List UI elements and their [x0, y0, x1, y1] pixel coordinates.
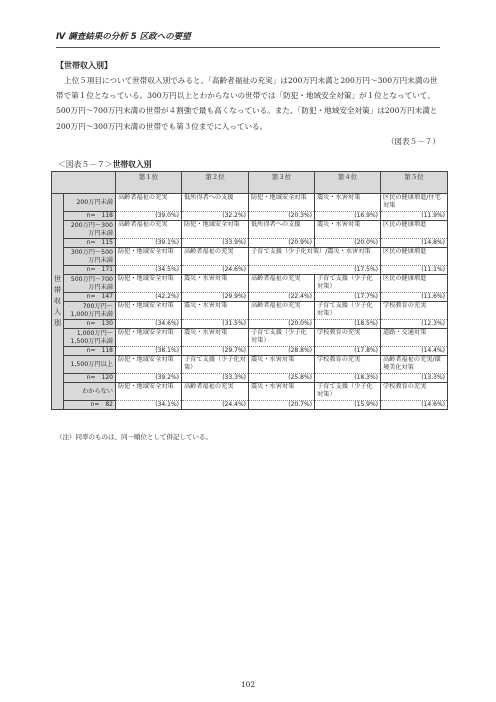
rank-header: 第４位	[315, 172, 381, 194]
item-name: 学校教育の充実	[315, 329, 381, 347]
item-percent: (14.4%)	[381, 347, 448, 356]
item-percent: (12.3%)	[381, 320, 448, 329]
item-percent: (38.1%)	[116, 347, 182, 356]
table-row	[52, 275, 448, 293]
table-row-pct	[52, 374, 448, 383]
row-label: 300万円～500万円未満	[64, 248, 116, 266]
rank-header: 第２位	[182, 172, 249, 194]
item-name: 高齢者福祉の充実/環境美化対策	[381, 356, 448, 374]
item-name: 防犯・地域安全対策	[116, 356, 182, 374]
item-percent: (20.3%)	[249, 212, 315, 221]
item-percent: (14.6%)	[381, 401, 448, 410]
item-percent: (39.2%)	[116, 374, 182, 383]
item-percent: (17.8%)	[315, 347, 381, 356]
table-row-pct	[52, 212, 448, 221]
table-row	[52, 329, 448, 347]
item-percent: (24.6%)	[182, 266, 249, 275]
row-label: 700万円～1,000万円未満	[64, 302, 116, 320]
row-n: n= 82	[64, 401, 116, 410]
item-percent: (33.9%)	[182, 239, 249, 248]
item-percent: (32.2%)	[182, 212, 249, 221]
table-row-pct	[52, 401, 448, 410]
item-name: 道路・交通対策	[381, 329, 448, 347]
item-name: 子育て支援（少子化対策）/震災・水害対策	[249, 248, 381, 266]
section-title: 【世帯収入別】	[56, 61, 112, 70]
sidebar-text: 世 帯 収 入 別	[54, 275, 61, 327]
sidebar-label	[52, 194, 64, 410]
item-name: 防犯・地域安全対策	[116, 383, 182, 401]
item-name: 高齢者福祉の充実	[116, 221, 182, 239]
row-n: n= 171	[64, 266, 116, 275]
item-percent: (13.3%)	[381, 374, 448, 383]
item-name: 学校教育の充実	[315, 356, 381, 374]
item-name: 高齢者福祉の充実	[249, 302, 315, 320]
table-row-pct	[52, 320, 448, 329]
item-name: 高齢者福祉の充実	[249, 275, 315, 293]
rank-header: 第１位	[116, 172, 182, 194]
item-percent: (29.7%)	[182, 347, 249, 356]
rank-header: 第３位	[249, 172, 315, 194]
item-percent: (22.4%)	[249, 293, 315, 302]
row-label: 1,500万円以上	[64, 356, 116, 374]
item-percent: (25.8%)	[249, 374, 315, 383]
item-percent: (18.5%)	[315, 320, 381, 329]
table-row-pct	[52, 239, 448, 248]
table-row	[52, 248, 448, 266]
row-label: 500万円～700万円未満	[64, 275, 116, 293]
item-name: 震災・水害対策	[315, 194, 381, 212]
table-row	[52, 194, 448, 212]
figure-reference: （図表５－７）	[386, 137, 440, 146]
item-percent: (16.9%)	[315, 212, 381, 221]
body-paragraph: 上位５項目について世帯収入別でみると、「高齢者福祉の充実」は200万円未満と200万円～300万円未満の世帯で第１位となっている。300万円以上とわからないの世帯では「防犯・地域安全対策」が１位となっていて、500万円～700万円未満の世帯が４割強で最も高くなっている。また、「防犯・地域安全対策」は200万円未満と200万円～300万円未満の世帯でも第３位までに入っている。	[56, 76, 438, 131]
item-percent: (28.8%)	[249, 347, 315, 356]
item-name: 区民の健康増進/住宅対策	[381, 194, 448, 212]
row-n: n= 115	[64, 239, 116, 248]
item-percent: (42.2%)	[116, 293, 182, 302]
item-percent: (20.0%)	[249, 320, 315, 329]
item-percent: (18.3%)	[315, 374, 381, 383]
item-percent: (11.6%)	[381, 293, 448, 302]
item-percent: (33.3%)	[182, 374, 249, 383]
item-percent: (11.1%)	[381, 266, 448, 275]
item-name: 区民の健康増進	[381, 275, 448, 293]
item-percent: (39.0%)	[116, 212, 182, 221]
row-n: n= 120	[64, 374, 116, 383]
table-row	[52, 302, 448, 320]
item-name: 震災・水害対策	[182, 275, 249, 293]
item-name: 子育て支援（少子化対策）	[315, 302, 381, 320]
item-name: 震災・水害対策	[182, 302, 249, 320]
item-percent: (17.5%)	[249, 266, 381, 275]
item-percent: (17.7%)	[315, 293, 381, 302]
table-corner	[52, 172, 116, 194]
item-name: 学校教育の充実	[381, 383, 448, 401]
item-name: 防犯・地域安全対策	[116, 329, 182, 347]
item-name: 低所得者への支援	[249, 221, 315, 239]
income-ranking-table	[51, 171, 448, 410]
item-percent: (39.1%)	[116, 239, 182, 248]
row-n: n= 130	[64, 320, 116, 329]
item-percent: (24.4%)	[182, 401, 249, 410]
row-label: 1,000万円～1,500万円未満	[64, 329, 116, 347]
item-name: 子育て支援（少子化対策）	[315, 275, 381, 293]
rank-header: 第５位	[381, 172, 448, 194]
item-name: 震災・水害対策	[315, 221, 381, 239]
item-percent: (34.6%)	[116, 320, 182, 329]
item-percent: (20.0%)	[315, 239, 381, 248]
item-name: 防犯・地域安全対策	[116, 275, 182, 293]
item-percent: (34.5%)	[116, 266, 182, 275]
item-name: 区民の健康増進	[381, 221, 448, 239]
row-n: n= 118	[64, 347, 116, 356]
table-header-row	[52, 172, 448, 194]
item-name: 区民の健康増進	[381, 248, 448, 266]
figure-title	[58, 159, 152, 170]
row-label: 200万円～300万円未満	[64, 221, 116, 239]
item-name: 震災・水害対策	[249, 383, 315, 401]
item-name: 子育て支援（少子化対策）	[315, 383, 381, 401]
item-name: 防犯・地域安全対策	[116, 248, 182, 266]
item-name: 高齢者福祉の充実	[182, 383, 249, 401]
row-label: 200万円未満	[64, 194, 116, 212]
item-name: 低所得者への支援	[182, 194, 249, 212]
header-title: Ⅳ 調査結果の分析 5 区政への要望	[56, 32, 191, 42]
item-name: 防犯・地域安全対策	[182, 221, 249, 239]
item-percent: (31.5%)	[182, 320, 249, 329]
item-name: 防犯・地域安全対策	[249, 194, 315, 212]
item-percent: (34.1%)	[116, 401, 182, 410]
item-percent: (11.9%)	[381, 212, 448, 221]
table-row	[52, 383, 448, 401]
footnote: （注）同率のものは、同一順位として併記している。	[56, 433, 212, 441]
row-n: n= 118	[64, 212, 116, 221]
item-percent: (20.7%)	[249, 401, 315, 410]
table-row-pct	[52, 347, 448, 356]
item-name: 高齢者福祉の充実	[116, 194, 182, 212]
page-number: 102	[240, 680, 256, 689]
item-name: 高齢者福祉の充実	[182, 248, 249, 266]
figure-prefix: ＜図表５－７＞	[58, 160, 113, 169]
item-percent: (14.8%)	[381, 239, 448, 248]
item-name: 震災・水害対策	[249, 356, 315, 374]
row-label: わからない	[64, 383, 116, 401]
table-row-pct	[52, 293, 448, 302]
item-name: 学校教育の充実	[381, 302, 448, 320]
table-row	[52, 356, 448, 374]
item-name: 子育て支援（少子化対策）	[182, 356, 249, 374]
item-name: 子育て支援（少子化対策）	[249, 329, 315, 347]
figure-name: 世帯収入別	[112, 160, 152, 169]
item-percent: (20.9%)	[249, 239, 315, 248]
item-name: 震災・水害対策	[182, 329, 249, 347]
item-percent: (15.9%)	[315, 401, 381, 410]
table-row-pct	[52, 266, 448, 275]
table-row	[52, 221, 448, 239]
row-n: n= 147	[64, 293, 116, 302]
page-header	[56, 30, 440, 48]
item-percent: (29.9%)	[182, 293, 249, 302]
item-name: 防犯・地域安全対策	[116, 302, 182, 320]
